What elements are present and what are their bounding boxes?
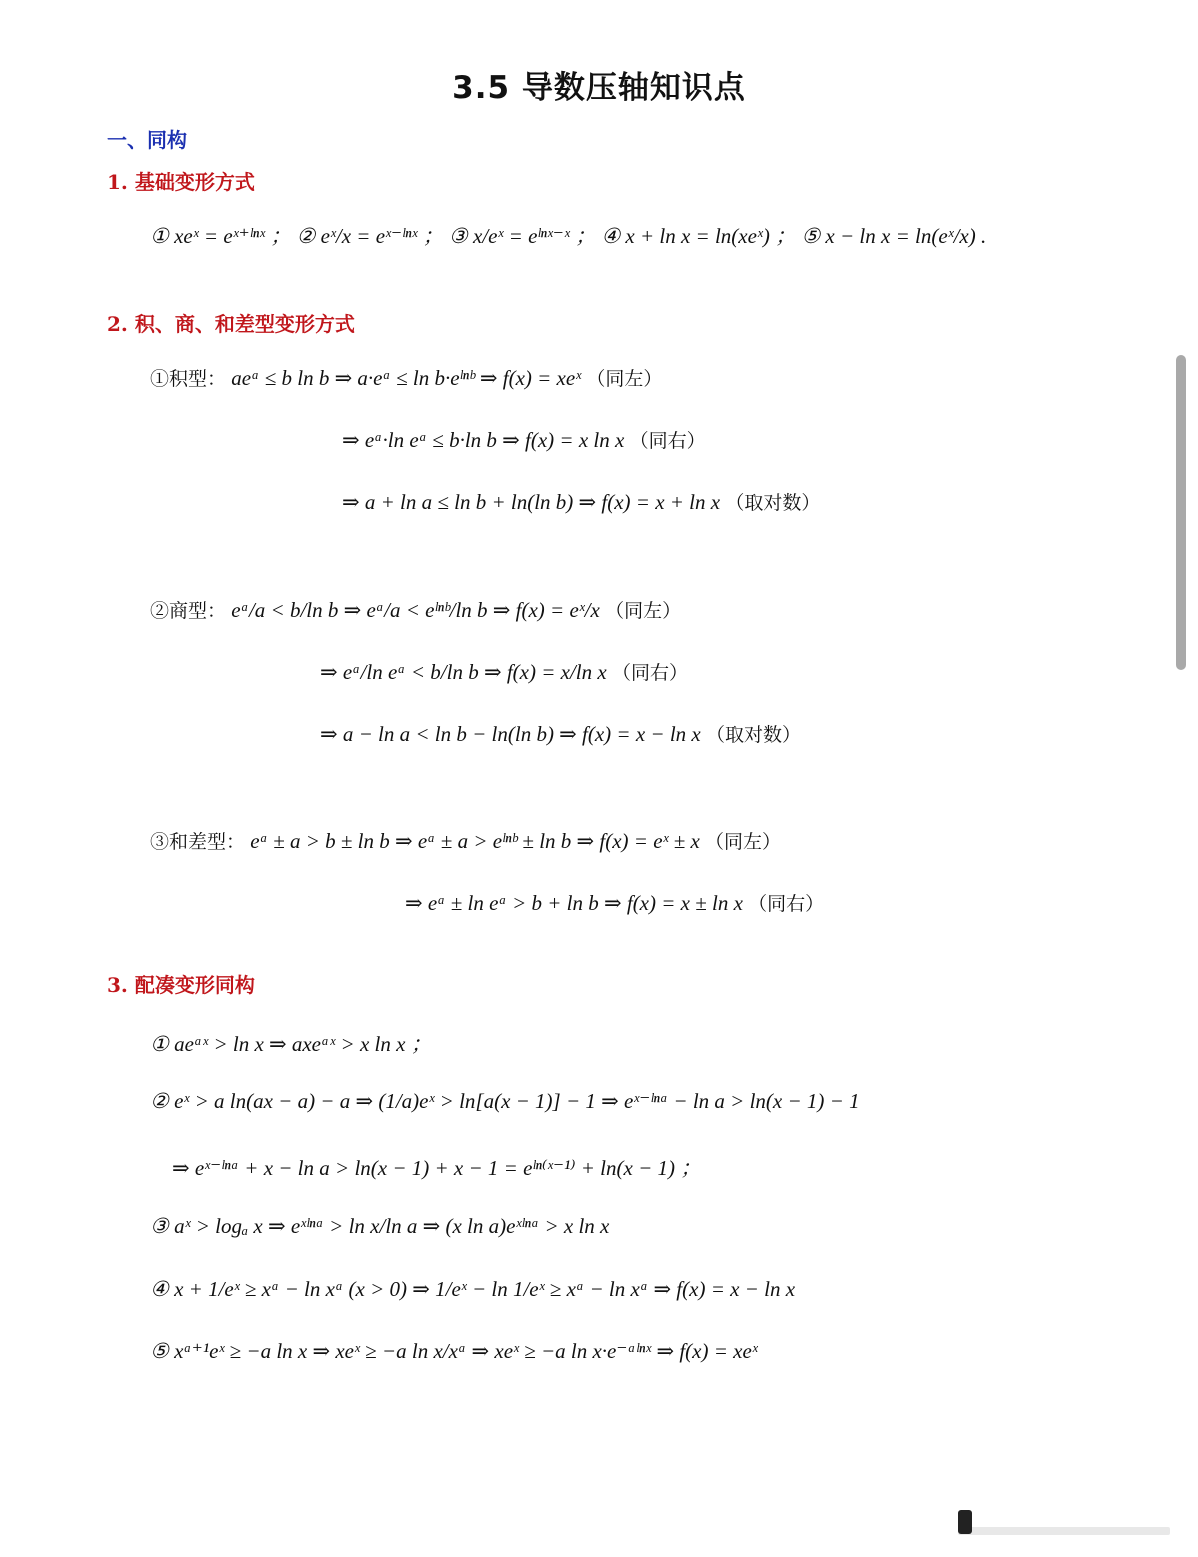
product-type-line-3 bbox=[342, 488, 820, 515]
scroll-handle[interactable] bbox=[958, 1510, 972, 1534]
quotient-type-note-2: （同右） bbox=[611, 662, 688, 684]
section-heading-isomorphism: 一、同构 bbox=[107, 128, 187, 152]
sumdiff-type-line-1 bbox=[150, 827, 781, 854]
sumdiff-type-note-1: （同左） bbox=[705, 831, 782, 853]
product-type-formula-2: ⇒ eᵃ·ln eᵃ ≤ b·ln b ⇒ f(x) = x ln x bbox=[342, 428, 625, 452]
construct-line-1: ① aeᵃˣ > ln x ⇒ axeᵃˣ > x ln x ； bbox=[150, 1032, 432, 1056]
sumdiff-type-formula-2: ⇒ eᵃ ± ln eᵃ > b + ln b ⇒ f(x) = x ± ln x bbox=[405, 891, 743, 915]
construct-line-6: ⑤ xᵃ⁺¹eˣ ≥ −a ln x ⇒ xeˣ ≥ −a ln x/xᵃ ⇒ xeˣ ≥ −a ln x·e⁻ᵃˡⁿˣ ⇒ f(x) = xeˣ bbox=[150, 1339, 758, 1363]
sumdiff-type-formula-1: eᵃ ± a > b ± ln b ⇒ eᵃ ± a > eˡⁿᵇ ± ln b ⇒ f(x) = eˣ ± x bbox=[250, 829, 700, 853]
quotient-type-note-1: （同左） bbox=[605, 600, 682, 622]
sumdiff-type-label: ③和差型： bbox=[150, 831, 246, 853]
product-type-line-1 bbox=[150, 364, 662, 391]
product-type-label: ①积型： bbox=[150, 368, 227, 390]
construct-line-3: ⇒ eˣ⁻ˡⁿᵃ + x − ln a > ln(x − 1) + x − 1 = eˡⁿ⁽ˣ⁻¹⁾ + ln(x − 1) ； bbox=[172, 1156, 702, 1180]
product-type-note-3: （取对数） bbox=[725, 492, 821, 514]
quotient-type-label: ②商型： bbox=[150, 600, 227, 622]
subsection-heading-basic: 1. 基础变形方式 bbox=[107, 170, 255, 194]
product-type-formula-3: ⇒ a + ln a ≤ ln b + ln(ln b) ⇒ f(x) = x + ln x bbox=[342, 490, 721, 514]
sumdiff-type-note-2: （同右） bbox=[748, 893, 825, 915]
quotient-type-line-3 bbox=[320, 720, 801, 747]
quotient-type-formula-3: ⇒ a − ln a < ln b − ln(ln b) ⇒ f(x) = x − ln x bbox=[320, 722, 701, 746]
product-type-note-2: （同右） bbox=[629, 430, 706, 452]
vertical-scrollbar[interactable] bbox=[1176, 355, 1186, 670]
horizontal-scroll-track[interactable] bbox=[958, 1527, 1170, 1535]
construct-line-4: ③ aˣ > logₐ x ⇒ eˣˡⁿᵃ > ln x/ln a ⇒ (x ln a)eˣˡⁿᵃ > x ln x bbox=[150, 1214, 610, 1238]
quotient-type-note-3: （取对数） bbox=[706, 724, 802, 746]
quotient-type-formula-2: ⇒ eᵃ/ln eᵃ < b/ln b ⇒ f(x) = x/ln x bbox=[320, 660, 607, 684]
quotient-type-formula-1: eᵃ/a < b/ln b ⇒ eᵃ/a < eˡⁿᵇ/ln b ⇒ f(x) = eˣ/x bbox=[231, 598, 600, 622]
product-type-note-1: （同左） bbox=[586, 368, 663, 390]
construct-line-2: ② eˣ > a ln(ax − a) − a ⇒ (1/a)eˣ > ln[a(x − 1)] − 1 ⇒ eˣ⁻ˡⁿᵃ − ln a > ln(x − 1) − 1 bbox=[150, 1089, 860, 1113]
quotient-type-line-2 bbox=[320, 658, 688, 685]
quotient-type-line-1 bbox=[150, 596, 681, 623]
product-type-line-2 bbox=[342, 426, 706, 453]
product-type-formula-1: aeᵃ ≤ b ln b ⇒ a·eᵃ ≤ ln b·eˡⁿᵇ ⇒ f(x) = xeˣ bbox=[231, 366, 582, 390]
sumdiff-type-line-2 bbox=[405, 889, 824, 916]
basic-forms-line: ① xeˣ = eˣ⁺ˡⁿˣ ； ② eˣ/x = eˣ⁻ˡⁿˣ ； ③ x/eˣ = eˡⁿˣ⁻ˣ ； ④ x + ln x = ln(xeˣ) ； ⑤ x − ln x = ln(eˣ/x) . bbox=[150, 224, 987, 248]
subsection-heading-construct: 3. 配凑变形同构 bbox=[107, 973, 255, 997]
page-title: 3.5 导数压轴知识点 bbox=[452, 70, 746, 106]
construct-line-5: ④ x + 1/eˣ ≥ xᵃ − ln xᵃ (x > 0) ⇒ 1/eˣ − ln 1/eˣ ≥ xᵃ − ln xᵃ ⇒ f(x) = x − ln x bbox=[150, 1277, 796, 1301]
subsection-heading-types: 2. 积、商、和差型变形方式 bbox=[107, 312, 355, 336]
